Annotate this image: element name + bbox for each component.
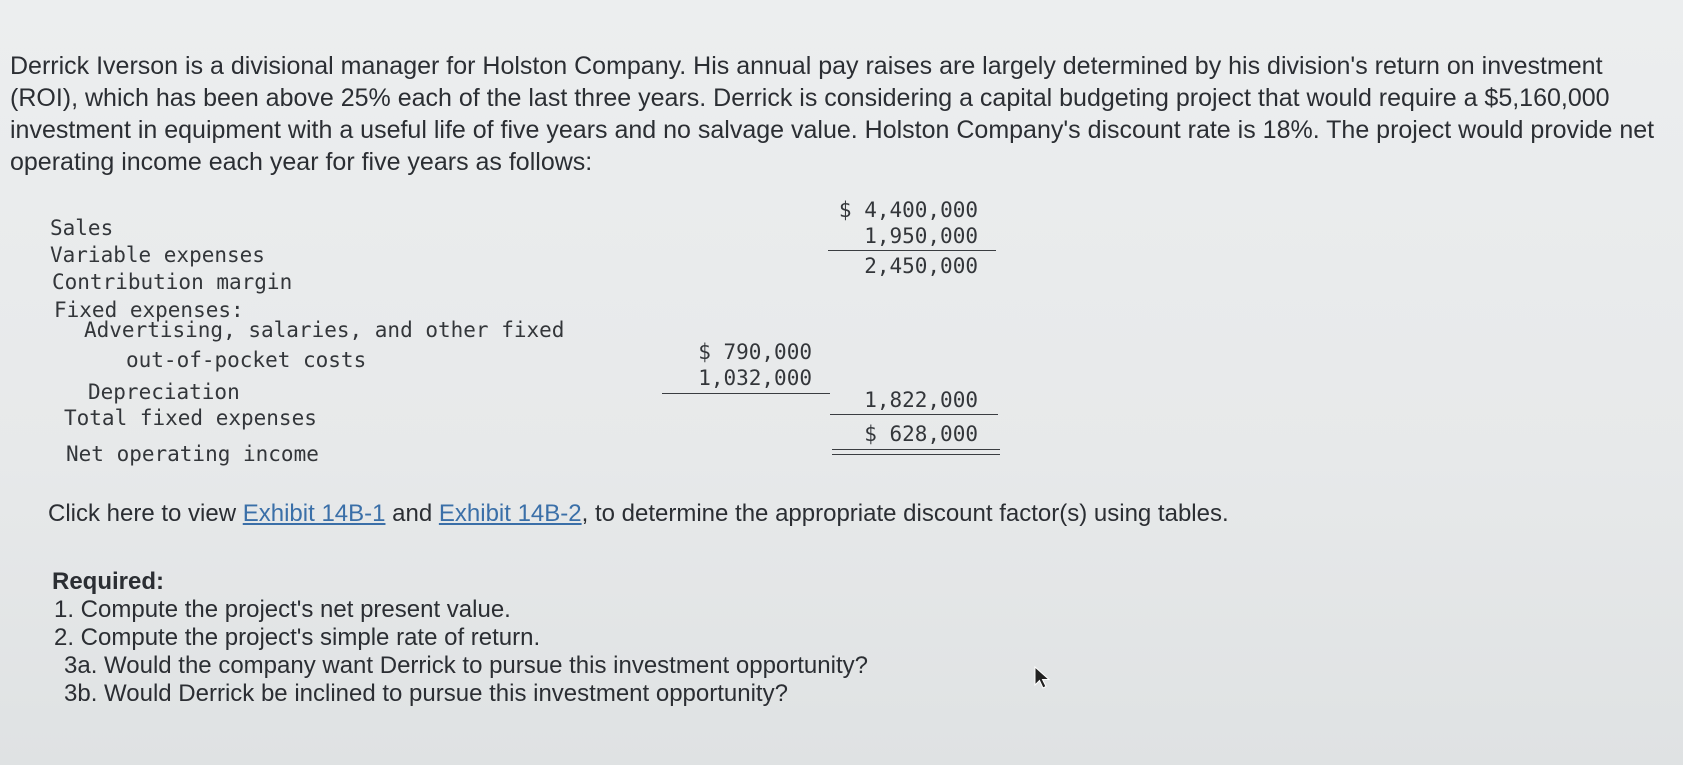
total-fixed-expenses-label: Total fixed expenses — [64, 406, 317, 430]
exhibit-14b-2-link[interactable]: Exhibit 14B-2 — [438, 500, 582, 527]
required-list — [54, 596, 868, 708]
exhibit-middle: and — [385, 500, 439, 527]
inner-column-rule — [662, 393, 830, 394]
contribution-margin-value: 2,450,000 — [864, 254, 978, 278]
required-item: 3b. Would Derrick be inclined to pursue this investment opportunity? — [64, 680, 788, 707]
mouse-pointer-icon — [1034, 666, 1052, 690]
cm-rule — [828, 250, 996, 251]
exhibit-14b-1-link[interactable]: Exhibit 14B-1 — [242, 500, 386, 527]
net-operating-income-label: Net operating income — [66, 442, 319, 466]
total-fixed-rule — [830, 414, 998, 415]
variable-expenses-value: 1,950,000 — [864, 224, 978, 248]
contribution-margin-label: Contribution margin — [52, 270, 293, 294]
depreciation-label: Depreciation — [88, 380, 240, 404]
advertising-label-line1: Advertising, salaries, and other fixed — [84, 318, 565, 342]
variable-expenses-label: Variable expenses — [50, 243, 265, 267]
required-title: Required: — [52, 568, 165, 595]
net-operating-income-value: $ 628,000 — [864, 422, 978, 446]
exhibit-instruction — [48, 500, 1229, 528]
fixed-expenses-label: Fixed expenses: — [54, 298, 244, 322]
exhibit-suffix: , to determine the appropriate discount factor(s) using tables. — [581, 500, 1229, 527]
required-item: 3a. Would the company want Derrick to pursue this investment opportunity? — [64, 652, 868, 679]
required-item: 2. Compute the project's simple rate of return. — [54, 624, 541, 651]
sales-value: $ 4,400,000 — [838, 198, 978, 222]
noi-double-rule — [832, 449, 1000, 455]
problem-intro: Derrick Iverson is a divisional manager for Holston Company. His annual pay raises are largely determined by his division's return on investment (ROI), which has been above 25% each of the last three years. Derrick is considering a capital budgeting project that would require a $5,160,000 investment in equipment with a useful life of five years and no salvage value. Holston Company's discount rate is 18%. The project would provide net operating income each year for five years as follows: — [10, 52, 1655, 176]
sales-label: Sales — [50, 216, 114, 240]
total-fixed-expenses-value: 1,822,000 — [864, 388, 978, 412]
exhibit-prefix: Click here to view — [48, 500, 243, 527]
depreciation-value: 1,032,000 — [698, 366, 812, 390]
required-item: 1. Compute the project's net present value. — [54, 596, 511, 623]
advertising-label-line2: out-of-pocket costs — [126, 348, 367, 372]
advertising-value: $ 790,000 — [698, 340, 812, 364]
